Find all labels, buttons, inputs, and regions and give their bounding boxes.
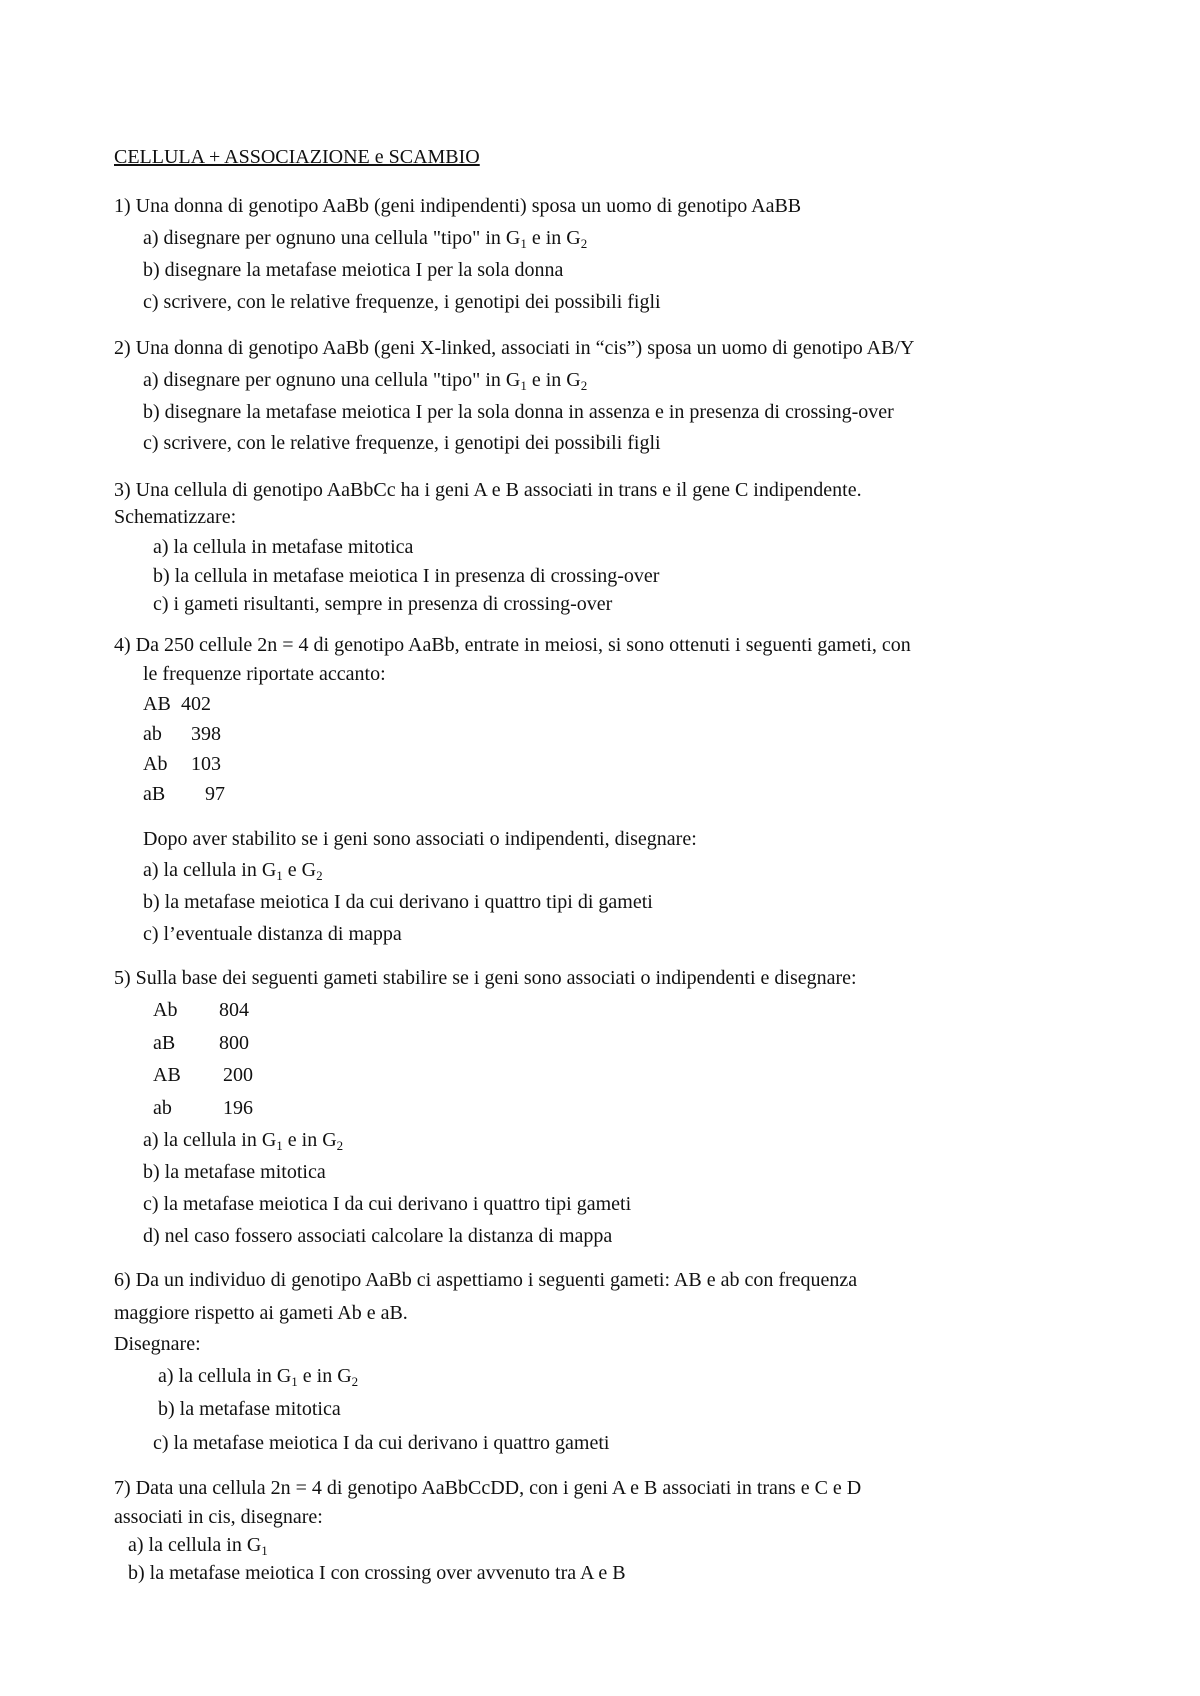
q3-stem-cont: Schematizzare: <box>114 506 237 528</box>
q4-item-b: b) la metafase meiotica I da cui derivano i quattro tipi di gameti <box>143 891 653 913</box>
q4-gamete-row: ab 398 <box>143 723 221 745</box>
q6-stem: 6) Da un individuo di genotipo AaBb ci aspettiamo i seguenti gameti: AB e ab con frequenza <box>114 1269 858 1291</box>
q5-item-a: a) la cellula in $G_1$ e in $G_2$ <box>143 1129 344 1153</box>
q5-item-c: c) la metafase meiotica I da cui derivano i quattro tipi gameti <box>143 1193 632 1215</box>
q1-item-a: a) disegnare per ognuno una cellula "tipo" in $G_1$ e in $G_2$ <box>143 227 588 251</box>
q6-item-b: b) la metafase mitotica <box>158 1398 341 1420</box>
q7-item-b: b) la metafase meiotica I con crossing over avvenuto tra A e B <box>128 1562 626 1584</box>
q3-item-c: c) i gameti risultanti, sempre in presenza di crossing-over <box>153 593 613 615</box>
page-title: CELLULA + ASSOCIAZIONE e SCAMBIO <box>114 146 480 168</box>
q3-item-b: b) la cellula in metafase meiotica I in presenza di crossing-over <box>153 565 660 587</box>
q1-stem: 1) Una donna di genotipo AaBb (geni indipendenti) sposa un uomo di genotipo AaBB <box>114 195 802 217</box>
q5-gamete-row: aB 800 <box>153 1032 249 1054</box>
q4-gamete-row: AB 402 <box>143 693 211 715</box>
q5-gamete-row: AB 200 <box>153 1064 253 1086</box>
q7-stem-cont: associati in cis, disegnare: <box>114 1506 323 1528</box>
q5-gamete-row: ab 196 <box>153 1097 253 1119</box>
q6-item-c: c) la metafase meiotica I da cui derivano i quattro gameti <box>153 1432 610 1454</box>
q6-item-a: a) la cellula in $G_1$ e in $G_2$ <box>158 1365 359 1389</box>
q4-item-a: a) la cellula in $G_1$ e $G_2$ <box>143 859 323 883</box>
q4-stem-cont: le frequenze riportate accanto: <box>143 663 386 685</box>
q2-stem: 2) Una donna di genotipo AaBb (geni X-linked, associati in “cis”) sposa un uomo di genotipo AB/Y <box>114 337 915 359</box>
q5-stem: 5) Sulla base dei seguenti gameti stabilire se i geni sono associati o indipendenti e disegnare: <box>114 967 857 989</box>
q7-item-a: a) la cellula in $G_1$ <box>128 1534 268 1558</box>
q4-gamete-row: aB 97 <box>143 783 225 805</box>
q5-item-d: d) nel caso fossero associati calcolare la distanza di mappa <box>143 1225 613 1247</box>
q1-item-c: c) scrivere, con le relative frequenze, i genotipi dei possibili figli <box>143 291 661 313</box>
q3-item-a: a) la cellula in metafase mitotica <box>153 536 414 558</box>
q7-stem: 7) Data una cellula 2n = 4 di genotipo AaBbCcDD, con i geni A e B associati in trans e C e D <box>114 1477 862 1499</box>
q2-item-b: b) disegnare la metafase meiotica I per la sola donna in assenza e in presenza di crossing-over <box>143 401 894 423</box>
q3-stem: 3) Una cellula di genotipo AaBbCc ha i geni A e B associati in trans e il gene C indipendente. <box>114 479 862 501</box>
q4-item-c: c) l’eventuale distanza di mappa <box>143 923 402 945</box>
q6-instruction: Disegnare: <box>114 1333 201 1355</box>
q4-instruction: Dopo aver stabilito se i geni sono associati o indipendenti, disegnare: <box>143 828 697 850</box>
q2-item-a: a) disegnare per ognuno una cellula "tipo" in $G_1$ e in $G_2$ <box>143 369 588 393</box>
q5-item-b: b) la metafase mitotica <box>143 1161 326 1183</box>
q6-stem-cont: maggiore rispetto ai gameti Ab e aB. <box>114 1302 408 1324</box>
q2-item-c: c) scrivere, con le relative frequenze, i genotipi dei possibili figli <box>143 432 661 454</box>
q5-gamete-row: Ab 804 <box>153 999 249 1021</box>
q4-gamete-row: Ab 103 <box>143 753 221 775</box>
q4-stem: 4) Da 250 cellule 2n = 4 di genotipo AaBb, entrate in meiosi, si sono ottenuti i seguenti gameti, con <box>114 634 911 656</box>
q1-item-b: b) disegnare la metafase meiotica I per la sola donna <box>143 259 564 281</box>
